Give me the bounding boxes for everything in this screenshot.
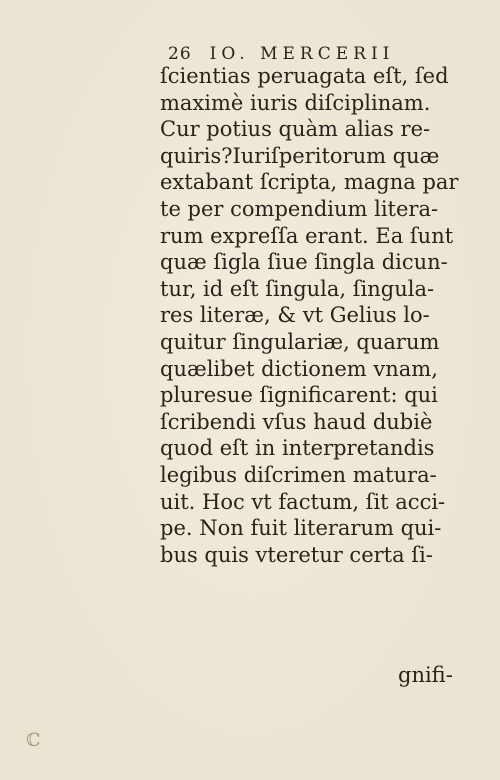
text-line: legibus diſcrimen matura-: [160, 462, 437, 487]
text-line: ſcientias peruagata eſt, ſed: [160, 64, 449, 88]
body-text: [160, 63, 470, 568]
text-line: quiris?Iuriſperitorum quæ: [160, 143, 440, 168]
text-line: Cur potius quàm alias re-: [160, 117, 431, 142]
text-line: pluresue ſignificarent: qui: [160, 383, 438, 408]
text-line: maximè iuris diſciplinam.: [160, 90, 431, 115]
text-line: ſcribendi vſus haud dubiè: [160, 409, 433, 434]
text-line: tur, id eſt ſingula, ſingula-: [160, 276, 435, 301]
text-line: rum expreſſa erant. Ea ſunt: [160, 223, 454, 248]
text-line: quod eſt in interpretandis: [160, 436, 435, 461]
catchword: gnifi-: [398, 663, 453, 687]
text-line: te per compendium litera-: [160, 196, 439, 221]
page-number: 26: [168, 44, 192, 64]
running-title: IO. MERCERII: [209, 44, 395, 64]
text-line: bus quis vteretur certa ſi-: [160, 542, 433, 567]
text-line: extabant ſcripta, magna par: [160, 170, 459, 195]
running-head: [168, 44, 394, 64]
text-line: pe. Non fuit literarum qui-: [160, 516, 442, 541]
text-line: uit. Hoc vt factum, ſit acci-: [160, 489, 446, 514]
text-line: quæ ſigla ſiue ſingla dicun-: [160, 250, 448, 275]
text-line: quælibet dictionem vnam,: [160, 356, 438, 381]
text-line: res literæ, & vt Gelius lo-: [160, 303, 430, 328]
text-line: quitur ſingulariæ, quarum: [160, 329, 440, 354]
margin-mark: ℂ: [26, 730, 41, 751]
